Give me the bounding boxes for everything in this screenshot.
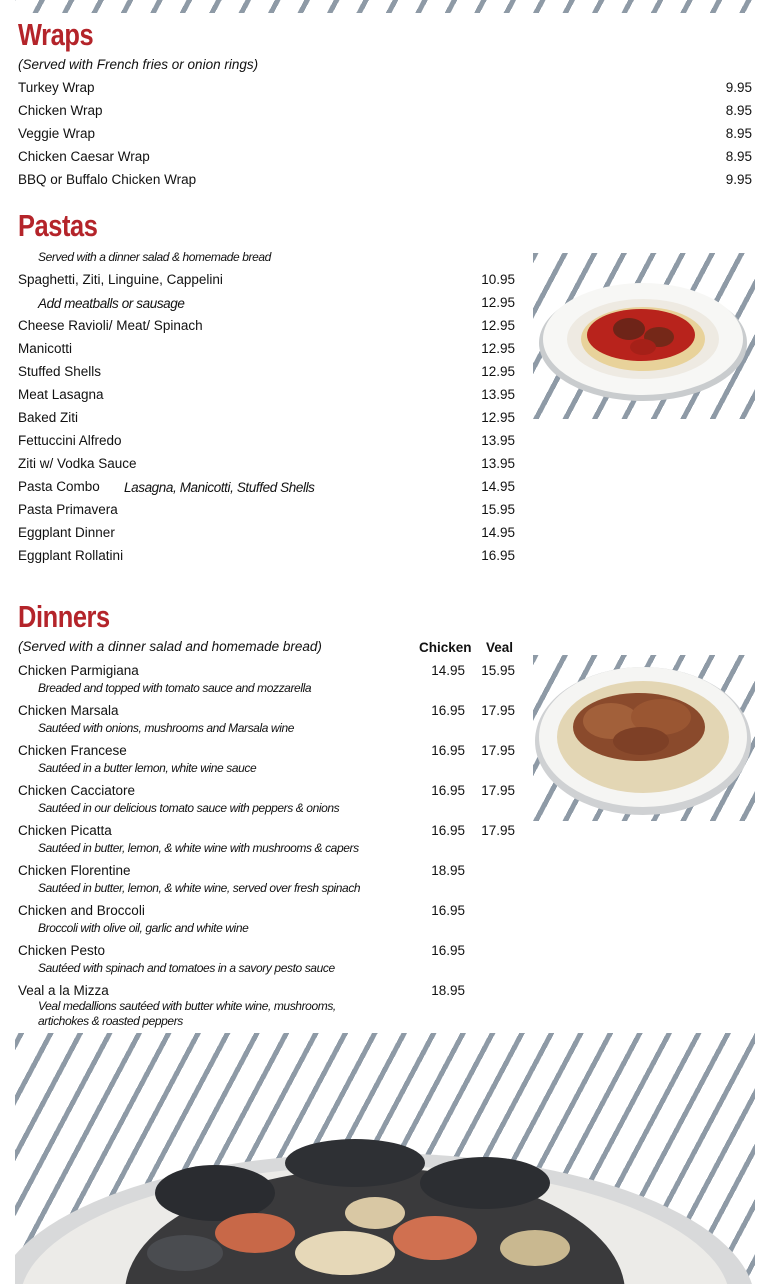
menu-item-name: Manicotti xyxy=(18,341,73,356)
menu-item-name: Pasta Primavera xyxy=(18,502,118,517)
menu-item-name: Veal a la Mizza xyxy=(18,983,109,998)
menu-item-description: Broccoli with olive oil, garlic and white wine xyxy=(38,921,249,935)
veal-price: 17.95 xyxy=(481,743,515,758)
menu-item-name: Cheese Ravioli/ Meat/ Spinach xyxy=(18,318,203,333)
menu-item-description: Sautéed in a butter lemon, white wine sauce xyxy=(38,761,257,775)
menu-item-name: Spaghetti, Ziti, Linguine, Cappelini xyxy=(18,272,223,287)
wraps-heading: Wraps xyxy=(18,17,94,52)
chicken-dinner-photo xyxy=(533,655,755,821)
menu-item-price: 8.95 xyxy=(725,126,752,141)
chicken-price: 16.95 xyxy=(431,903,465,918)
menu-item-price: 8.95 xyxy=(725,149,752,164)
menu-item-name: Ziti w/ Vodka Sauce xyxy=(18,456,137,471)
menu-item-name: Turkey Wrap xyxy=(18,80,95,95)
menu-item-price: 14.95 xyxy=(481,479,515,494)
pastas-note: Served with a dinner salad & homemade bread xyxy=(38,250,271,264)
chicken-price: 16.95 xyxy=(431,823,465,838)
menu-item-description: Sautéed in butter, lemon, & white wine with mushrooms & capers xyxy=(38,841,359,855)
chicken-price: 16.95 xyxy=(431,943,465,958)
chicken-price: 14.95 xyxy=(431,663,465,678)
column-header-veal: Veal xyxy=(486,640,514,655)
menu-item-name: Chicken Marsala xyxy=(18,703,119,718)
menu-item-addon: Add meatballs or sausage xyxy=(38,296,185,311)
chicken-price: 16.95 xyxy=(431,703,465,718)
menu-item-price: 12.95 xyxy=(481,295,515,310)
top-photo-strip xyxy=(15,0,755,13)
menu-item-price: 16.95 xyxy=(481,548,515,563)
menu-item-price: 12.95 xyxy=(481,318,515,333)
menu-item-price: 14.95 xyxy=(481,525,515,540)
menu-item-name: BBQ or Buffalo Chicken Wrap xyxy=(18,172,197,187)
veal-price: 17.95 xyxy=(481,783,515,798)
menu-item-name: Chicken Wrap xyxy=(18,103,103,118)
menu-item-description: Sautéed with spinach and tomatoes in a savory pesto sauce xyxy=(38,961,335,975)
menu-item-description: Sautéed with onions, mushrooms and Marsala wine xyxy=(38,721,295,735)
veal-price: 15.95 xyxy=(481,663,515,678)
menu-item-name: Pasta Combo xyxy=(18,479,100,494)
pasta-photo xyxy=(533,253,755,419)
chicken-price: 16.95 xyxy=(431,743,465,758)
chicken-price: 16.95 xyxy=(431,783,465,798)
menu-item-price: 15.95 xyxy=(481,502,515,517)
dinners-heading: Dinners xyxy=(18,599,110,634)
menu-item-name: Chicken Florentine xyxy=(18,863,131,878)
menu-item-name: Chicken Parmigiana xyxy=(18,663,139,678)
menu-item-name: Chicken and Broccoli xyxy=(18,903,145,918)
menu-item-name: Fettuccini Alfredo xyxy=(18,433,122,448)
menu-item-description: Breaded and topped with tomato sauce and mozzarella xyxy=(38,681,312,695)
menu-item-name: Stuffed Shells xyxy=(18,364,102,379)
chicken-price: 18.95 xyxy=(431,863,465,878)
menu-item-price: 10.95 xyxy=(481,272,515,287)
menu-item-price: 12.95 xyxy=(481,341,515,356)
menu-item-price: 12.95 xyxy=(481,364,515,379)
menu-item-price: 13.95 xyxy=(481,433,515,448)
menu-item-name: Chicken Caesar Wrap xyxy=(18,149,150,164)
menu-item-name: Eggplant Rollatini xyxy=(18,548,124,563)
menu-item-price: 9.95 xyxy=(725,172,752,187)
menu-item-description: Sautéed in butter, lemon, & white wine, served over fresh spinach xyxy=(38,881,361,895)
menu-item-name: Meat Lasagna xyxy=(18,387,104,402)
veal-price: 17.95 xyxy=(481,823,515,838)
menu-item-name: Chicken Picatta xyxy=(18,823,112,838)
column-header-chicken: Chicken xyxy=(419,640,472,655)
menu-item-description-line2: artichokes & roasted peppers xyxy=(38,1014,183,1028)
menu-item-description: Sautéed in our delicious tomato sauce with peppers & onions xyxy=(38,801,340,815)
menu-item-name: Chicken Francese xyxy=(18,743,127,758)
menu-item-price: 13.95 xyxy=(481,387,515,402)
menu-item-price: 12.95 xyxy=(481,410,515,425)
seafood-pasta-photo xyxy=(15,1033,755,1284)
menu-item-price: 9.95 xyxy=(725,80,752,95)
pastas-heading: Pastas xyxy=(18,208,98,243)
menu-item-name: Veggie Wrap xyxy=(18,126,96,141)
veal-price: 17.95 xyxy=(481,703,515,718)
chicken-price: 18.95 xyxy=(431,983,465,998)
menu-item-name: Eggplant Dinner xyxy=(18,525,115,540)
menu-item-name: Chicken Pesto xyxy=(18,943,106,958)
menu-item-description: Veal medallions sautéed with butter white wine, mushrooms, xyxy=(38,999,336,1013)
menu-item-name: Chicken Cacciatore xyxy=(18,783,136,798)
menu-item-name: Baked Ziti xyxy=(18,410,79,425)
menu-item-detail: Lasagna, Manicotti, Stuffed Shells xyxy=(124,480,315,495)
menu-item-price: 13.95 xyxy=(481,456,515,471)
wraps-note: (Served with French fries or onion rings) xyxy=(18,57,259,72)
menu-item-price: 8.95 xyxy=(725,103,752,118)
dinners-note: (Served with a dinner salad and homemade bread) xyxy=(18,639,322,654)
